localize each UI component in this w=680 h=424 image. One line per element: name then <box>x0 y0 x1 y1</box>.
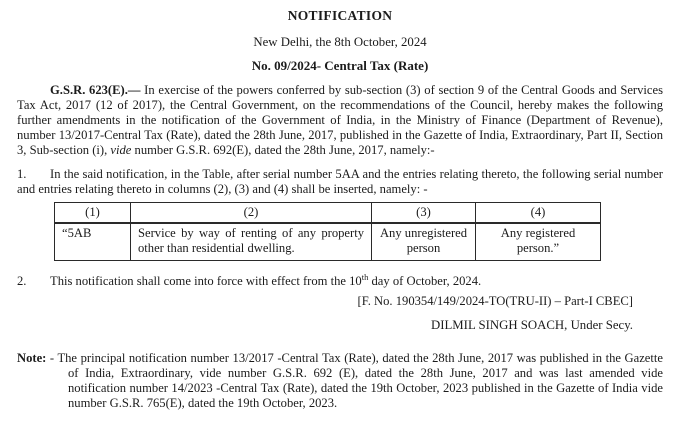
paragraph-1 <box>17 167 663 197</box>
table-row <box>55 223 601 261</box>
file-number-line: [F. No. 190354/149/2024-TO(TRU-II) – Part-I CBEC] <box>357 294 633 308</box>
paragraph-1-number: 1. <box>17 167 27 181</box>
gsr-opening-paragraph <box>17 83 663 158</box>
column-header-2: (2) <box>131 203 372 223</box>
serial-number-cell: “5AB <box>55 223 131 261</box>
note-text: - The principal notification number 13/2017 -Central Tax (Rate), dated the 28th June, 2017 was published in the Gazette of India, Extraordinary, vide number G.S.R. 692 (E), dated the 28th June, 2017 and was last amended vide notification number 14/2023 -Central Tax (Rate), dated the 19th October, 2023 published in the Gazette of India vide number G.S.R. 765(E), dated the 19th October, 2023. <box>46 351 663 410</box>
column-header-4: (4) <box>476 203 601 223</box>
ordinal-superscript: th <box>361 271 369 282</box>
document-title: NOTIFICATION <box>287 8 393 23</box>
place-date-line: New Delhi, the 8th October, 2024 <box>253 35 427 49</box>
vide-italic-word: vide <box>110 143 132 157</box>
gsr-body-text-2: number G.S.R. 692(E), dated the 28th June, 2017, namely:- <box>131 143 435 157</box>
paragraph-2-number: 2. <box>17 274 27 288</box>
paragraph-2-text-start: This notification shall come into force with effect from the 10 <box>50 274 362 288</box>
recipient-cell: Any registered person.” <box>476 223 601 261</box>
inserted-entries-table <box>54 202 601 261</box>
notification-number-line: No. 09/2024- Central Tax (Rate) <box>251 58 429 73</box>
signatory-line: DILMIL SINGH SOACH, Under Secy. <box>430 318 633 332</box>
paragraph-2-text-end: day of October, 2024. <box>368 274 482 288</box>
column-header-3: (3) <box>372 203 476 223</box>
note-label: Note: <box>17 351 47 365</box>
note-paragraph <box>17 351 663 411</box>
column-header-1: (1) <box>55 203 131 223</box>
gsr-number-lead: G.S.R. 623(E).— <box>50 83 141 97</box>
gsr-body-text-1: In exercise of the powers conferred by sub-section (3) of section 9 of the Central Goods and Services Tax Act, 2017 (12 of 2017), the Central Government, on the recommendations of the Council, hereby makes the following further amendments in the notification of the Government of India, in the Ministry of Finance (Department of Revenue), number 13/2017-Central Tax (Rate), dated the 28th June, 2017, published in the Gazette of India, Extraordinary, Part II, Section 3, Sub-section (i), <box>17 83 663 157</box>
table-header-row <box>55 203 601 223</box>
paragraph-1-text: In the said notification, in the Table, after serial number 5AA and the entries relating thereto, the following serial number and entries relating thereto in columns (2), (3) and (4) shall be inserted, namely: - <box>17 167 663 196</box>
paragraph-2 <box>17 271 663 289</box>
supplier-cell: Any unregistered person <box>372 223 476 261</box>
service-description-cell: Service by way of renting of any property other than residential dwelling. <box>131 223 372 261</box>
